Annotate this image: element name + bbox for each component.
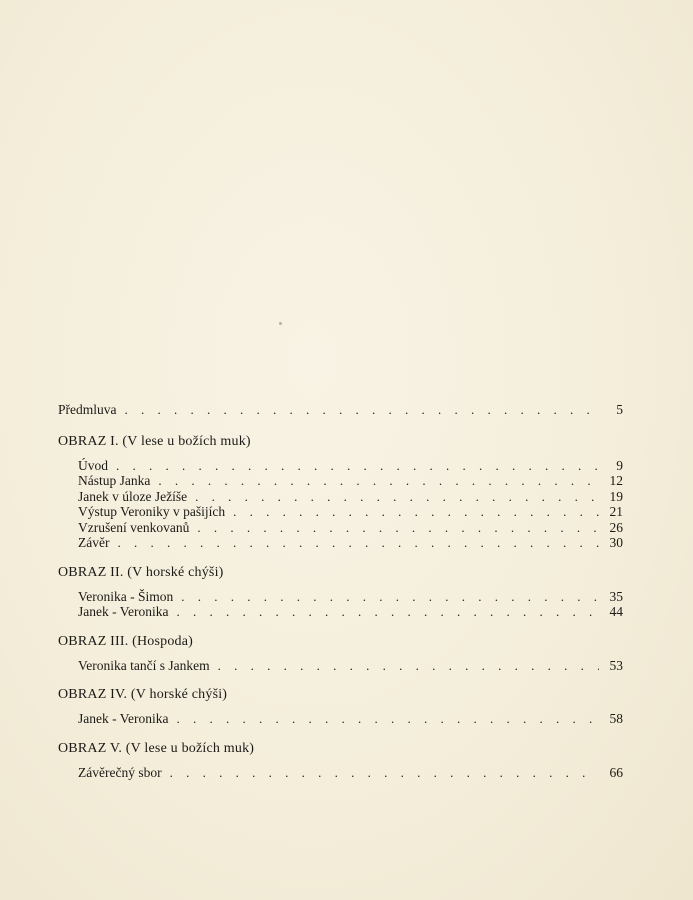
dot-leader (176, 711, 599, 727)
toc-entry-label: Úvod (78, 457, 108, 473)
dot-leader (218, 658, 599, 674)
toc-entry-page: 53 (609, 657, 623, 673)
section-heading-4: OBRAZ IV. (V horské chýši) (58, 687, 228, 702)
toc-entry (58, 504, 623, 520)
section-heading-3: OBRAZ III. (Hospoda) (58, 633, 194, 649)
toc-entry-page: 5 (616, 402, 623, 417)
toc-entry (58, 604, 623, 620)
toc-entry-page: 58 (609, 711, 623, 726)
toc-entry-page: 30 (609, 535, 623, 550)
toc-entry (58, 520, 623, 536)
toc-entry-label: Janek - Veronika (78, 711, 169, 726)
dot-leader (158, 473, 599, 489)
dot-leader (117, 535, 599, 551)
toc-entry-page: 9 (616, 457, 623, 473)
toc-entry-page: 12 (609, 473, 623, 488)
toc-entry-label: Předmluva (58, 402, 117, 417)
table-of-contents (58, 402, 623, 780)
toc-entry (58, 711, 623, 727)
dot-leader (181, 589, 599, 605)
toc-entry (58, 473, 623, 489)
toc-entry-page: 19 (609, 488, 623, 504)
toc-entry-label: Janek - Veronika (78, 604, 169, 619)
toc-entry (58, 658, 623, 674)
toc-entry (58, 458, 623, 474)
toc-entry-label: Veronika tančí s Jankem (78, 657, 210, 673)
toc-entry-label: Veronika - Šimon (78, 588, 174, 604)
toc-entry-page: 35 (609, 588, 623, 604)
section-heading-2: OBRAZ II. (V horské chýši) (58, 564, 224, 580)
toc-entry-page: 26 (609, 519, 623, 535)
dot-leader (233, 504, 599, 520)
toc-entry-preface (58, 402, 623, 418)
toc-entry-label: Výstup Veroniky v pašijích (78, 504, 226, 519)
toc-entry-label: Závěr (78, 535, 110, 550)
toc-entry (58, 535, 623, 551)
dot-leader (195, 489, 599, 505)
dot-leader (116, 458, 599, 474)
dot-leader (125, 402, 600, 418)
section-heading-1: OBRAZ I. (V lese u božích muk) (58, 433, 251, 449)
dot-leader (170, 765, 599, 781)
toc-entry-page: 66 (609, 764, 623, 780)
toc-entry-label: Závěrečný sbor (78, 764, 162, 780)
toc-entry (58, 589, 623, 605)
toc-entry-label: Janek v úloze Ježíše (78, 488, 188, 504)
toc-entry-page: 21 (609, 504, 623, 519)
toc-entry-page: 44 (609, 604, 623, 619)
section-heading-5: OBRAZ V. (V lese u božích muk) (58, 740, 255, 756)
toc-entry-label: Vzrušení venkovanů (78, 519, 190, 535)
toc-entry (58, 765, 623, 781)
paper-speck (279, 322, 282, 325)
dot-leader (197, 520, 599, 536)
toc-entry (58, 489, 623, 505)
dot-leader (176, 604, 599, 620)
toc-entry-label: Nástup Janka (78, 473, 151, 488)
